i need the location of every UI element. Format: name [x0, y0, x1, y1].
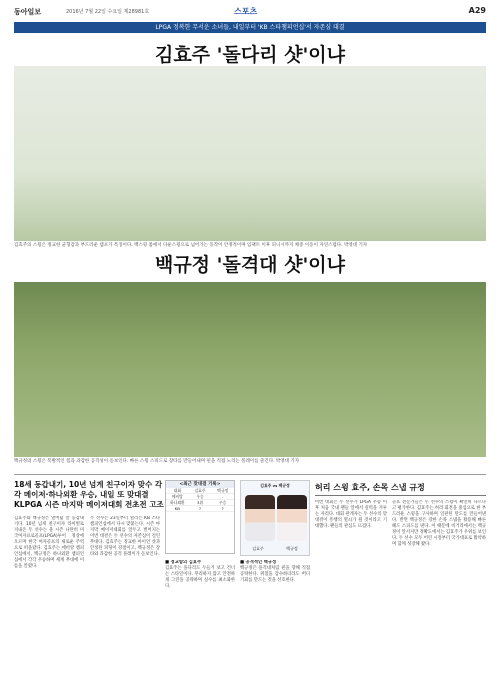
- player-name: 김효주: [252, 546, 264, 551]
- table-cell: 하나외환: [170, 500, 185, 505]
- subheading: ■ 공격적인 백규정: [240, 560, 277, 565]
- section-label: 스포츠: [234, 7, 258, 16]
- top-banner: LPGA 정복한 무서운 소녀들, 내일부터 'KB 스타챔피언십'서 자존심 대결: [14, 22, 486, 33]
- table-title: <최근 맞대결 기록>: [166, 481, 234, 488]
- player-photo: [277, 495, 307, 541]
- table-cell: 우승: [196, 494, 204, 499]
- table-cell: ?: [221, 506, 224, 511]
- table-cell: 백규정: [217, 488, 229, 493]
- table-cell: 우승: [219, 500, 227, 505]
- table-cell: ?: [199, 506, 202, 511]
- table-cell: -: [221, 494, 224, 499]
- record-table: [165, 480, 235, 554]
- paragraph: 김효주는 돌다리도 두들겨 보고 건너는 스타일이다. 무리하지 않고 안전하게 그린을 공략하며 실수를 최소화한다.: [165, 566, 235, 589]
- headline-1: 김효주 '돌다리 샷'이냐: [154, 44, 346, 66]
- table-cell: 김효주: [194, 488, 206, 493]
- table-row: [166, 506, 234, 512]
- sidebar-divider: [315, 495, 486, 496]
- article-column: [240, 560, 310, 684]
- section-divider: [14, 474, 486, 475]
- swing-sequence-photo-2: [14, 282, 486, 457]
- article-column: [165, 560, 235, 684]
- table-cell: KB: [174, 506, 180, 511]
- article-column: 두 선수는 23일부터 열리는 KB 스타챔피언십에서 다시 맞붙는다. 시즌 마지막 메이저대회를 앞두고 벌어지는 이번 대결은 두 선수의 자존심이 걸린 무대다. 김효주는 정교한 아이언 샷과 안정된 퍼팅이 강점이고, 백규정은 장타와 과감한 공격 플레이가 돋보인다.: [90, 516, 160, 557]
- table-cell: 대회: [173, 488, 181, 493]
- table-cell: 에비앙: [171, 494, 183, 499]
- photo-caption-1: 김효주의 스윙은 정교한 균형감과 부드러운 템포가 특징이다. 백스윙 톱에서 다운스윙으로 넘어가는 동작이 안정적이며 임팩트 이후 피니시까지 체중 이동이 자연스럽다. 박영대 기자: [14, 243, 368, 248]
- sidebar-column: 골프 전문가들은 두 선수의 스윙이 확연히 다르다고 평가한다. 김효주는 허리 회전을 중심으로 한 부드러운 스윙을 구사하며 일관된 탄도를 만들어낸다. 반면 백규정은 강한 손목 스냅을 활용해 빠른 헤드 스피드를 낸다. 이 때문에 비거리에서는 백규정이 앞서지만 정확도에서는 김효주가 우위를 보인다. 두 선수 모두 어린 시절부터 국가대표로 활약하며 함께 성장해 왔다.: [392, 500, 486, 547]
- headline-2: 백규정 '돌격대 샷'이냐: [154, 254, 346, 276]
- player-photo: [245, 495, 275, 541]
- player-name: 백규정: [286, 546, 298, 551]
- sidebar-headline: 허리 스윙 효주, 손목 스냅 규정: [315, 483, 425, 492]
- masthead: [14, 6, 486, 18]
- table-cell: 3위: [196, 500, 204, 505]
- swing-sequence-photo-1: [14, 66, 486, 241]
- player-portraits: [240, 480, 310, 556]
- subheading: ■ 정교함의 김효주: [165, 560, 202, 565]
- paragraph: 백규정은 돌격대처럼 핀을 향해 직접 공략한다. 위험을 감수하더라도 버디 기회를 만드는 것을 선호한다.: [240, 566, 310, 583]
- issue-date: 2016년 7월 22일 수요일 제28981호: [66, 9, 150, 15]
- portrait-header: 김효주 vs 백규정: [260, 483, 290, 488]
- photo-caption-2: 백규정의 스윙은 폭발적인 힘과 과감한 공격성이 돋보인다. 빠른 스윙 스피드로 장타를 만들어내며 핀을 직접 노리는 플레이를 즐긴다. 박영대 기자: [14, 459, 300, 464]
- newspaper-logo: 동아일보: [14, 8, 42, 16]
- article-column: 김효주와 백규정은 열여덟 살 동갑내기다. 10년 넘게 친구이자 라이벌로 지내온 두 선수는 올 시즌 나란히 미국여자프로골프(LPGA)투어 정상에 오르며 한국 여자골프의 새로운 주역으로 떠올랐다. 김효주는 에비앙 챔피언십에서, 백규정은 하나외환 챔피언십에서 각각 우승하며 세계 무대에 이름을 알렸다.: [14, 516, 84, 569]
- page-number: A29: [468, 6, 486, 15]
- article-lead: 18세 동갑내기, 10년 넘게 친구이자 맞수 각각 메이저·하나외환 우승, 내일 또 맞대결 KLPGA 시즌 마지막 메이저대회 전초전 고조: [14, 480, 164, 509]
- sidebar-column: 이번 대회는 두 선수가 LPGA 우승 이후 처음 국내 팬들 앞에서 실력을 겨루는 자리다. 대회 관계자는 두 선수의 맞대결이 흥행의 열쇠가 될 것이라고 기대했다. 팬들의 관심도 뜨겁다.: [315, 500, 387, 529]
